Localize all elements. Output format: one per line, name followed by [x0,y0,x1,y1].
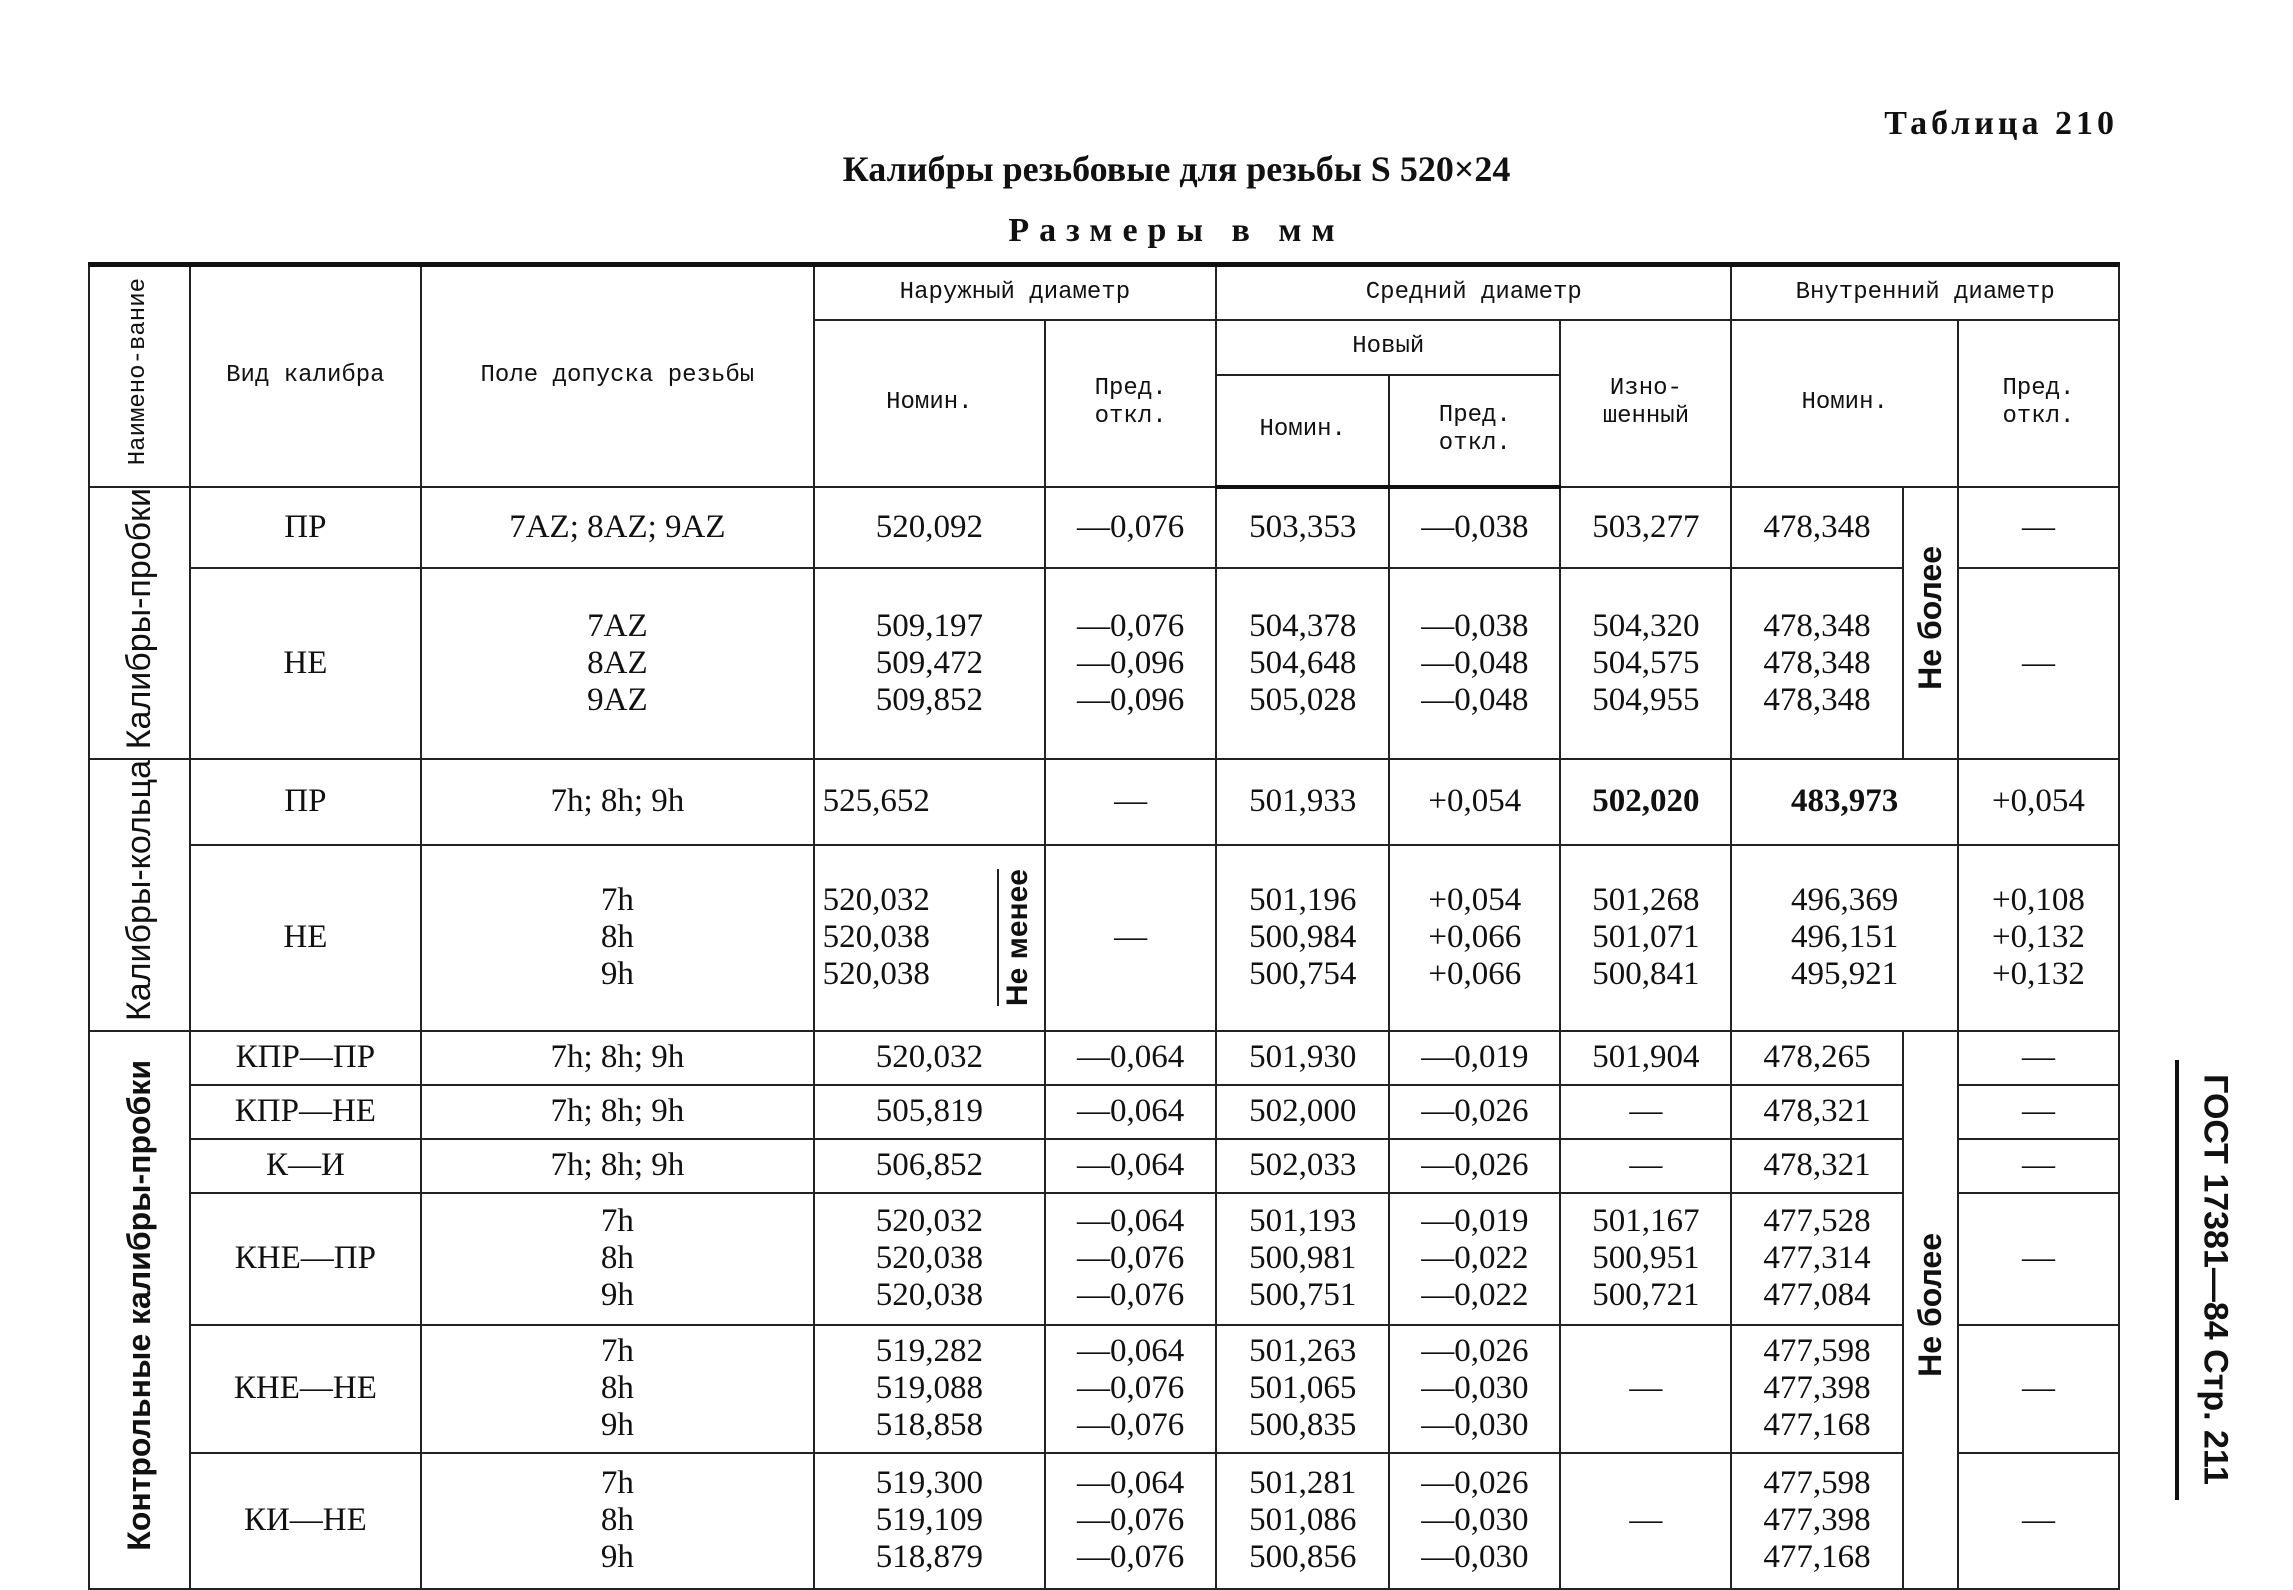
cell-mean-dev: —0,038 —0,048 —0,048 [1389,568,1560,758]
cell-inner-dev: — [1958,1325,2119,1453]
cell-outer-nom: 509,197 509,472 509,852 [814,568,1045,758]
table-row [89,1031,2119,1085]
cell-inner-nom: 477,598 477,398 477,168 [1731,1453,1902,1589]
mean-deviation-header: Пред. откл. [1389,375,1560,487]
cell-inner-nom: 477,528 477,314 477,084 [1731,1193,1902,1325]
cell-field: 7h 8h 9h [421,845,814,1031]
cell-mean-nom: 501,193 500,981 500,751 [1216,1193,1389,1325]
stamp-rule [2175,1060,2179,1500]
outer-nom-values: 520,032 520,038 520,038 [822,882,930,993]
cell-outer-dev: —0,064 [1045,1031,1216,1085]
units-subtitle: Размеры в мм [1008,212,1345,249]
cell-outer-dev: —0,064 —0,076 —0,076 [1045,1453,1216,1589]
cell-type: ПР [190,759,421,845]
cell-worn: 501,268 501,071 500,841 [1560,845,1731,1031]
col-field-header: Поле допуска резьбы [421,265,814,487]
cell-type: КНЕ—ПР [190,1193,421,1325]
cell-worn: 503,277 [1560,487,1731,569]
cell-outer-nom: 520,032 [814,1031,1045,1085]
cell-outer-dev: — [1045,845,1216,1031]
cell-worn: — [1560,1085,1731,1139]
cell-inner-dev: — [1958,1085,2119,1139]
inner-nominal-header: Номин. [1731,320,1957,487]
gauge-table [88,262,2120,1590]
table-row [89,568,2119,758]
mean-nominal-header: Номин. [1216,375,1389,487]
cell-inner-nom: 478,348 478,348 478,348 [1731,568,1902,758]
cell-worn: 502,020 [1560,759,1731,845]
cell-field: 7h; 8h; 9h [421,759,814,845]
cell-worn: — [1560,1325,1731,1453]
cell-mean-dev: +0,054 +0,066 +0,066 [1389,845,1560,1031]
cell-inner-dev: — [1958,1139,2119,1193]
cell-type: КИ—НЕ [190,1453,421,1589]
cell-mean-dev: —0,026 [1389,1139,1560,1193]
inner-diameter-header: Внутренний диаметр [1731,265,2119,320]
cell-outer-dev: —0,076 —0,096 —0,096 [1045,568,1216,758]
cell-outer-nom: 520,092 [814,487,1045,569]
cell-outer-nom [814,845,1045,1031]
cell-type: К—И [190,1139,421,1193]
cell-inner-nom: 496,369 496,151 495,921 [1731,845,1957,1031]
cell-worn: 504,320 504,575 504,955 [1560,568,1731,758]
cell-mean-dev: —0,019 —0,022 —0,022 [1389,1193,1560,1325]
cell-inner-nom: 477,598 477,398 477,168 [1731,1325,1902,1453]
cell-field: 7h; 8h; 9h [421,1031,814,1085]
cell-mean-dev: —0,026 —0,030 —0,030 [1389,1325,1560,1453]
cell-mean-dev: —0,026 [1389,1085,1560,1139]
new-header: Новый [1216,320,1560,375]
cell-outer-dev: —0,064 —0,076 —0,076 [1045,1325,1216,1453]
inner-deviation-header: Пред. откл. [1958,320,2119,487]
cell-field: 7AZ; 8AZ; 9AZ [421,487,814,569]
cell-mean-nom: 502,000 [1216,1085,1389,1139]
cell-mean-dev: +0,054 [1389,759,1560,845]
note-not-less: Не менее [997,869,1036,1006]
cell-mean-nom: 501,930 [1216,1031,1389,1085]
cell-mean-nom: 502,033 [1216,1139,1389,1193]
cell-inner-dev: +0,054 [1958,759,2119,845]
cell-field: 7h 8h 9h [421,1325,814,1453]
outer-nom-value: 525,652 [822,783,930,820]
cell-mean-nom: 501,281 501,086 500,856 [1216,1453,1389,1589]
cell-inner-dev: — [1958,1193,2119,1325]
table-row [89,1193,2119,1325]
cell-inner-nom: 478,348 [1731,487,1902,569]
table-row [89,1085,2119,1139]
cell-mean-nom: 501,196 500,984 500,754 [1216,845,1389,1031]
cell-outer-nom [814,759,1045,845]
cell-inner-dev: +0,108 +0,132 +0,132 [1958,845,2119,1031]
outer-deviation-header: Пред. откл. [1045,320,1216,487]
stamp-text: ГОСТ 17381—84 Стр. 211 [2196,1074,2235,1485]
cell-outer-nom: 519,300 519,109 518,879 [814,1453,1045,1589]
table-row [89,1325,2119,1453]
cell-field: 7AZ 8AZ 9AZ [421,568,814,758]
cell-worn: 501,167 500,951 500,721 [1560,1193,1731,1325]
mean-diameter-header: Средний диаметр [1216,265,1731,320]
cell-worn: — [1560,1453,1731,1589]
cell-outer-dev: —0,076 [1045,487,1216,569]
col-type-header: Вид калибра [190,265,421,487]
table-row [89,1453,2119,1589]
cell-worn: 501,904 [1560,1031,1731,1085]
cell-inner-dev: — [1958,487,2119,569]
cell-outer-dev: — [1045,759,1216,845]
cell-mean-nom: 504,378 504,648 505,028 [1216,568,1389,758]
worn-header: Изно-шенный [1560,320,1731,487]
cell-outer-nom: 505,819 [814,1085,1045,1139]
table-row [89,759,2119,845]
table-row [89,845,2119,1031]
table-title: Калибры резьбовые для резьбы S 520×24 [842,149,1511,189]
outer-diameter-header: Наружный диаметр [814,265,1217,320]
cell-outer-nom: 519,282 519,088 518,858 [814,1325,1045,1453]
cell-mean-dev: —0,038 [1389,487,1560,569]
cell-mean-nom: 503,353 [1216,487,1389,569]
cell-field: 7h 8h 9h [421,1193,814,1325]
cell-inner-nom: 478,265 [1731,1031,1902,1085]
cell-type: ПР [190,487,421,569]
cell-mean-nom: 501,933 [1216,759,1389,845]
cell-outer-dev: —0,064 [1045,1139,1216,1193]
cell-worn: — [1560,1139,1731,1193]
cell-mean-dev: —0,026 —0,030 —0,030 [1389,1453,1560,1589]
note-not-more: Не более [1903,487,1958,759]
group-control: Контрольные калибры-пробки [89,1031,190,1589]
cell-type: КПР—НЕ [190,1085,421,1139]
cell-outer-nom: 520,032 520,038 520,038 [814,1193,1045,1325]
cell-mean-dev: —0,019 [1389,1031,1560,1085]
cell-inner-dev: — [1958,1453,2119,1589]
group-rings: Калибры-кольца [89,759,190,1031]
cell-type: КНЕ—НЕ [190,1325,421,1453]
table-number: Таблица 210 [1884,105,2118,142]
cell-mean-nom: 501,263 501,065 500,835 [1216,1325,1389,1453]
cell-outer-dev: —0,064 [1045,1085,1216,1139]
table-row [89,1139,2119,1193]
page-stamp [2195,1060,2235,1500]
cell-type: НЕ [190,568,421,758]
note-not-more-control: Не более [1903,1031,1958,1589]
cell-inner-nom: 478,321 [1731,1139,1902,1193]
cell-outer-dev: —0,064 —0,076 —0,076 [1045,1193,1216,1325]
cell-field: 7h 8h 9h [421,1453,814,1589]
outer-nominal-header: Номин. [814,320,1045,487]
cell-inner-dev: — [1958,568,2119,758]
col-name-header: Наимено-вание [89,265,190,487]
cell-inner-dev: — [1958,1031,2119,1085]
cell-type: КПР—ПР [190,1031,421,1085]
cell-inner-nom: 483,973 [1731,759,1957,845]
group-plugs: Калибры-пробки [89,487,190,759]
cell-field: 7h; 8h; 9h [421,1139,814,1193]
cell-outer-nom: 506,852 [814,1139,1045,1193]
table-row [89,487,2119,569]
cell-type: НЕ [190,845,421,1031]
cell-inner-nom: 478,321 [1731,1085,1902,1139]
cell-field: 7h; 8h; 9h [421,1085,814,1139]
